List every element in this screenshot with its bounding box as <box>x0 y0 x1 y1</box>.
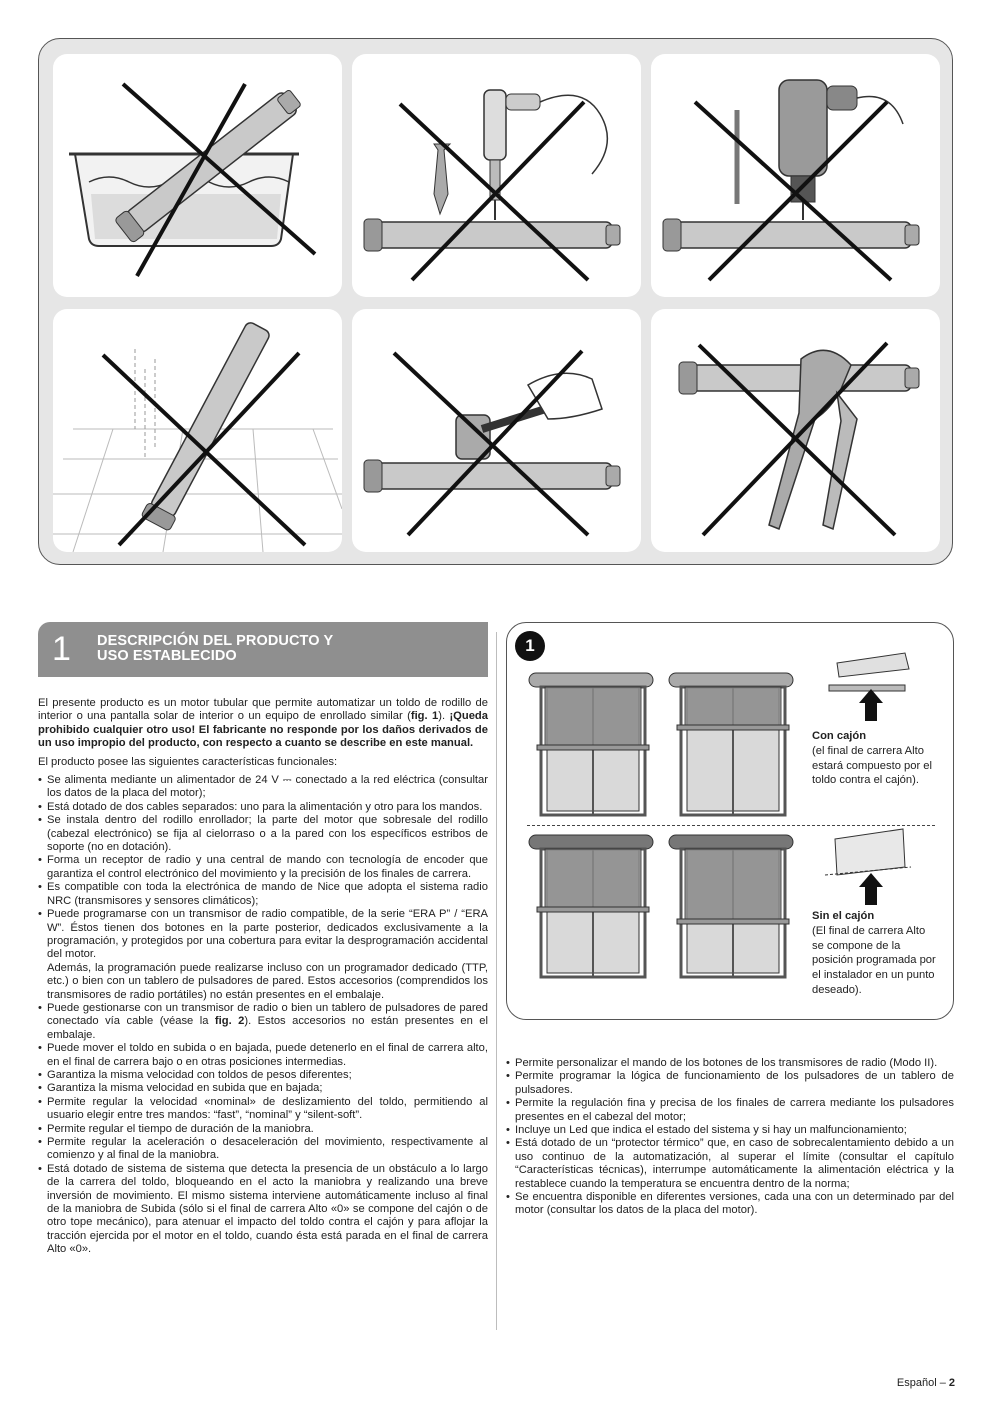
screwdriver-icon <box>352 54 641 297</box>
page-footer: Español – 2 <box>896 1377 955 1389</box>
intro-paragraph: El presente producto es un motor tubular que permite automatizar un toldo de rodillo de interior o una pantalla solar de interior o un equipo de enrollado similar (fig. 1). ¡Queda prohibido cualquier otro uso! El fabricante no responde por los daños derivados de un uso impropio del producto, con respecto a cuanto se describe en este manual. <box>38 697 488 750</box>
list-item: • Forma un receptor de radio y una central de mando con tecnología de encoder que garantiza el control electrónico del movimiento y la precisión de los finales de carrera. <box>38 854 488 881</box>
figure-divider <box>527 825 935 826</box>
hammer-icon <box>352 309 641 552</box>
water-pot-icon <box>53 54 342 297</box>
list-item: • Puede gestionarse con un transmisor de radio o bien un tablero de pulsadores de pared conectado vía cable (véase la fig. 2). Estos accesorios no están presentes en el embalaje. <box>38 1002 488 1042</box>
page-number: 2 <box>948 1377 955 1389</box>
list-item: • Permite regular el tiempo de duración de la maniobra. <box>38 1123 488 1136</box>
column-divider <box>496 632 497 1330</box>
fall-icon <box>53 309 342 552</box>
list-item: • Permite personalizar el mando de los botones de los transmisores de radio (Modo II). <box>506 1057 954 1070</box>
section-header <box>38 622 488 677</box>
list-item: • Puede programarse con un transmisor de radio compatible, de la serie “ERA P” / “ERA W”. Éstos tienen dos botones en la parte posterior, dedicados exclusivamente a la programación, y protegidos por una cobertura para evitar la desprogramación accidental del motor. <box>38 908 488 962</box>
panel-no-pliers <box>651 309 940 552</box>
list-item: • Está dotado de dos cables separados: uno para la alimentación y otro para los mandos. <box>38 801 488 814</box>
list-item: • Permite programar la lógica de funcionamiento de los pulsadores de un tablero de pulsadores. <box>506 1070 954 1097</box>
list-item: • Garantiza la misma velocidad en subida que en bajada; <box>38 1082 488 1095</box>
panel-no-hammer <box>352 309 641 552</box>
list-item: • Está dotado de un “protector térmico” que, en caso de sobrecalentamiento debido a un uso continuo de la automatización, al superar el límite (consultar el capítulo “Características técnicas), interrumpe automáticamente la alimentación eléctrica y la restablece cuando la temperatura se encuentra dentro de la norma; <box>506 1137 954 1191</box>
figure-number: 1 <box>515 631 545 661</box>
feature-list-left <box>38 774 488 962</box>
left-column <box>38 697 488 1257</box>
drill-icon <box>651 54 940 297</box>
list-item: • Permite regular la velocidad «nominal» de deslizamiento del toldo, permitiendo al usuario elegir entre tres mandos: “fast”, “nominal” y “silent-soft”. <box>38 1096 488 1123</box>
list-item: • Está dotado de sistema de sistema que detecta la presencia de un obstáculo a lo largo de la carrera del toldo, bloqueando en el acto la maniobra y realizando una breve inversión de movimiento. El mismo sistema interviene automáticamente incluso al final de la maniobra de Subida (sólo si el final de carrera Alto «0» se compone del cajón o de otro tope mecánico), para atenuar el impacto del toldo contra el cajón y para aflojar la tracción ejercida por el motor en el toldo, cuando ésta está parada en el final de carrera Alto «0». <box>38 1163 488 1257</box>
section-title: DESCRIPCIÓN DEL PRODUCTO Y USO ESTABLECIDO <box>97 633 334 664</box>
intro-features: El producto posee las siguientes características funcionales: <box>38 755 338 768</box>
list-item: • Es compatible con toda la electrónica de mando de Nice que adopta el sistema radio NRC (transmisores y sensores climáticos); <box>38 881 488 908</box>
pliers-icon <box>651 309 940 552</box>
feature-list-right <box>506 1057 954 1218</box>
caption-sin-cajon: Sin el cajón (El final de carrera Alto se compone de la posición programada por el instalador en un punto deseado). <box>812 910 936 996</box>
list-item: • Incluye un Led que indica el estado del sistema y si hay un malfuncionamiento; <box>506 1124 954 1137</box>
caption-con-cajon: Con cajón (el final de carrera Alto estará compuesto por el toldo contra el cajón). <box>812 730 933 787</box>
list-item: • Se alimenta mediante un alimentador de 24 V ⎓ conectado a la red eléctrica (consultar los datos de la placa del motor); <box>38 774 488 801</box>
list-item: • Permite regular la aceleración o desaceleración del movimiento, respectivamente al comienzo y al final de la maniobra. <box>38 1136 488 1163</box>
list-subparagraph: Además, la programación puede realizarse incluso con un programador dedicado (TTP, etc.) o bien con un tablero de pulsadores de pared. Estos accesorios (comprendidos los transmisores de radio portátiles) no están presentes en el embalaje. <box>47 961 488 1001</box>
panel-no-drill <box>651 54 940 297</box>
panel-no-water <box>53 54 342 297</box>
list-item: • Permite la regulación fina y precisa de los finales de carrera mediante los pulsadores presentes en el cabezal del motor; <box>506 1097 954 1124</box>
panel-no-drop <box>53 309 342 552</box>
panel-no-screw <box>352 54 641 297</box>
list-item: • Puede mover el toldo en subida o en bajada, puede detenerlo en el final de carrera alto, en el final de carrera bajo o en otras posiciones intermedias. <box>38 1042 488 1069</box>
list-item: • Se instala dentro del rodillo enrollador; la parte del motor que sobresale del rodillo (cabezal electrónico) se fija al cielorraso o a la pared con los específicos estribos de soporte (no en dotación). <box>38 814 488 854</box>
figure-1 <box>506 622 954 1020</box>
warning-illustrations <box>38 38 953 565</box>
right-column <box>506 1057 954 1218</box>
section-number: 1 <box>52 630 71 668</box>
list-item: • Se encuentra disponible en diferentes versiones, cada una con un determinado par del motor (consultar los datos de la placa del motor). <box>506 1191 954 1218</box>
list-item: • Garantiza la misma velocidad con toldos de pesos diferentes; <box>38 1069 488 1082</box>
